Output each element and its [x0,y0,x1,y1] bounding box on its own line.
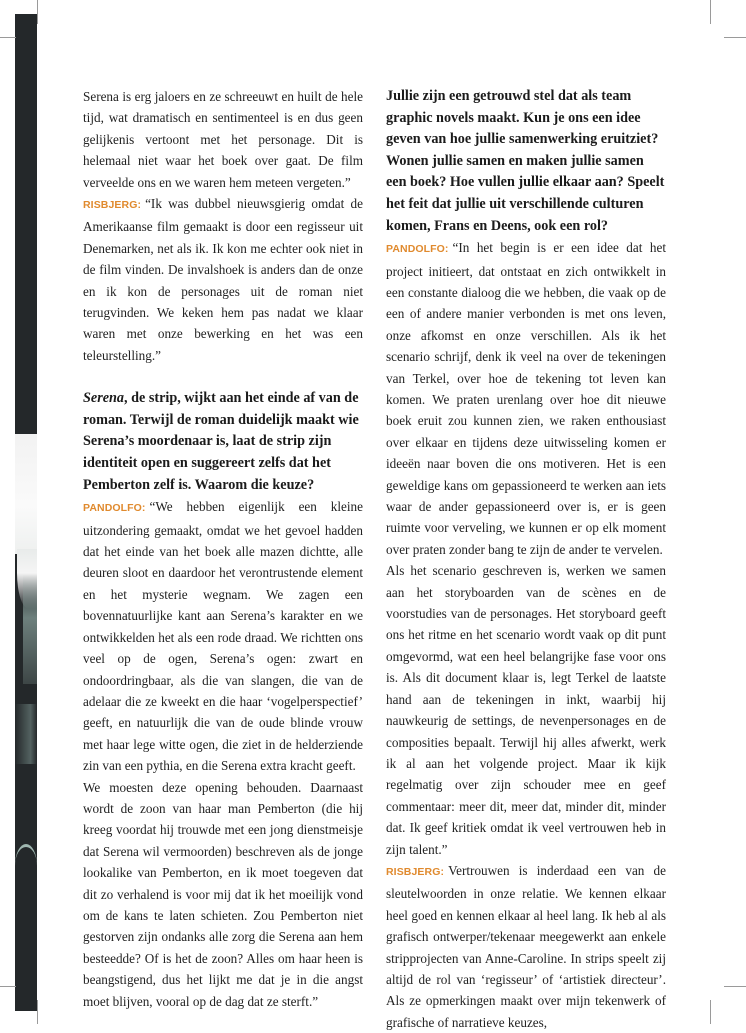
speaker-label: PANDOLFO: [83,502,146,515]
crop-mark-top-right [710,0,711,24]
paragraph-pandolfo [83,496,363,776]
interview-question: Jullie zijn een getrouwd stel dat als team graphic novels maakt. Kun je ons een idee geven van hoe jullie samenwerking eruitziet? Wonen jullie samen en maken jullie samen een boek? Hoe vullen jullie elkaar aan? Speelt het feit dat jullie uit verschillende culturen komen, Frans en Deens, ook een rol? [386,88,665,234]
crop-mark-right-bottom [724,986,746,987]
crop-mark-right-top [724,37,746,38]
quote-text: Vertrouwen is inderdaad een van de sleutelwoorden in onze relatie. We kennen elkaar heel goed en kennen elkaar al heel lang. Ik heb al als grafisch ontwerper/tekenaar meegewerkt aan enkele stripprojecten van Anne-Caroline. In strips speelt zij altijd de rol van ‘regisseur’ of ‘artistiek directeur’. Als ze opmerkingen maakt over mijn tekenwerk of grafische of narratieve keuzes, [386,862,666,1030]
question-text: , de strip, wijkt aan het einde af van de roman. Terwijl de roman duidelijk maakt wie Serena’s moordenaar is, laat de strip zijn identiteit open en suggereert zelfs dat het Pemberton zelf is. Waarom die keuze? [83,390,359,493]
image-curve [15,844,37,887]
paragraph-risbjerg [83,193,363,366]
quote-text: “We hebben eigenlijk een kleine uitzondering gemaakt, omdat we het gevoel hadden dat het einde van het boek alle mazen dichtte, alle deuren sloot en daardoor het verontrustende element en het mysterie wegnam. We zagen een bovennatuurlijke kant aan Serena’s karakter en we ontwikkelden het als een rode draad. We richtten ons veel op de ogen, Serena’s ogen: zwart en ondoordringbaar, als die van slangen, die van de adelaar die ze kweekt en die haar ‘vogelperspectief’ geeft, en natuurlijk die van de oude blinde vrouw met haar lege witte ogen, die ziet in de helderziende zin van een pythia, en die Serena extra kracht geeft. [83,499,363,774]
spacer [83,366,363,388]
crop-mark-bottom-right [710,1000,711,1024]
book-title: Serena [83,390,124,407]
right-column [386,86,666,1033]
bleed-image-strip [15,14,37,1011]
crop-mark-left-top [0,37,16,38]
crop-mark-bottom-left [37,1000,38,1024]
image-highlight [15,434,37,554]
paragraph-pandolfo [386,237,666,560]
speaker-label: PANDOLFO: [386,243,449,256]
interview-question [83,388,363,496]
paragraph: Serena is erg jaloers en ze schreeuwt en huilt de hele tijd, wat dramatisch en sentimenteel is en dus geen gelijkenis vertoont met het personage. Dit is helemaal niet waar het boek over gaat. De film verveelde ons en we waren hem meteen vergeten.” [83,89,363,190]
image-smear [23,574,37,684]
quote-text: “In het begin is er een idee dat het project initieert, dat ontstaat en zich ontwikkelt in een constante dialoog die we hebben, die vaak op de een of andere manier verbonden is met ons leven, onze afkomst en onze verschillen. Als ik het scenario schrijf, denk ik veel na over de tekeningen van Terkel, over hoe de tekening tot leven kan komen. We praten urenlang over hoe dit nieuwe boek eruit zou kunnen zien, we raken enthousiast over elkaar en tijdens deze uitwisseling komen er ideeën naar boven die ons motiveren. Het is een geweldige kans om gepassioneerd te werken aan iets waar de ander gepassioneerd over is, er is geen ruimte voor verveling, we kunnen er op elk moment over praten zonder bang te zijn de ander te vervelen. [386,240,666,557]
image-smear-lower [15,704,37,764]
speaker-label: RISBJERG: [386,865,445,878]
speaker-label: RISBJERG: [83,199,142,212]
crop-mark-left-bottom [0,986,16,987]
paragraph: Als het scenario geschreven is, werken we samen aan het storyboarden van de scènes en de voorstudies van de personages. Het storyboard geeft ons het ritme en het scenario wordt vaak op dit punt omgevormd, wat een heel belangrijke fase voor ons is. Als dit document klaar is, legt Terkel de laatste hand aan de tekeningen in inkt, waarbij hij nauwkeurig de settings, de nevenpersonages en de composities bepaalt. Terwijl hij alles afwerkt, werk ik al aan het volgende project. Maar ik kijk regelmatig over zijn schouder mee en geef commentaar: meer dit, meer dat, minder dit, minder dat. Ik geef kritiek omdat ik veel vertrouwen heb in zijn talent.” [386,563,666,857]
paragraph-risbjerg [386,860,666,1033]
paragraph: We moesten deze opening behouden. Daarnaast wordt de zoon van haar man Pemberton (die hij kreeg voordat hij trouwde met een jong dienstmeisje dat Serena wil vermoorden) beschreven als de jonge lookalike van Pemberton, en ik moet toegeven dat dit zo verhalend is voor mij dat ik het moeilijk vond om de kans te laten schieten. Zou Pemberton niet gestorven zijn ondanks alle zorg die Serena aan hem besteedde? Of is het de zoon? Alles om haar heen is beangstigend, dus het lijkt me dat je in die angst moet blijven, vooral op de dag dat ze sterft.” [83,779,363,1009]
quote-text: “Ik was dubbel nieuwsgierig omdat de Amerikaanse film gemaakt is door een regisseur uit Denemarken, net als ik. Ik kon me echter ook niet in de film vinden. De invalshoek is anders dan de onze en ik kon de personages uit de roman niet terugvinden. We keken hem pas nadat we klaar waren met onze bewerking en het was een teleurstelling.” [83,196,363,363]
crop-mark-top-left [37,0,38,24]
left-column [83,86,363,1012]
